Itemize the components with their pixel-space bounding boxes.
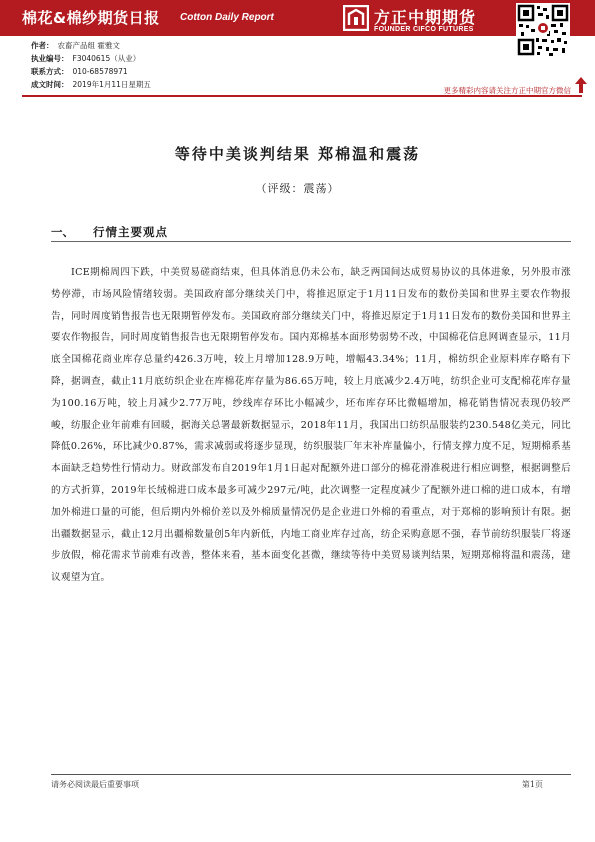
footer-disclaimer: 请务必阅读最后重要事项 bbox=[51, 780, 139, 789]
meta-date-key: 成文时间： bbox=[31, 80, 69, 89]
follow-wechat-note: 更多精彩内容请关注方正中期官方微信 bbox=[443, 86, 571, 95]
report-subtitle: Cotton Daily Report bbox=[180, 12, 274, 23]
company-name-en: FOUNDER CIFCO FUTURES bbox=[374, 26, 474, 33]
meta-contact-value: 010-68578971 bbox=[72, 67, 128, 76]
meta-license-value: F3040615（从业） bbox=[72, 54, 141, 63]
company-logo bbox=[343, 5, 509, 35]
header-rule bbox=[22, 95, 582, 97]
meta-license-key: 执业编号： bbox=[31, 54, 69, 63]
wechat-badge bbox=[537, 22, 549, 34]
founder-cifco-logo-icon bbox=[343, 5, 369, 31]
meta-contact bbox=[31, 66, 128, 77]
report-title: 棉花&棉纱期货日报 bbox=[22, 9, 160, 27]
meta-author bbox=[31, 40, 120, 51]
meta-license bbox=[31, 53, 140, 64]
meta-date bbox=[31, 79, 151, 90]
meta-date-value: 2019年1月11日星期五 bbox=[72, 80, 151, 89]
section-title: 行情主要观点 bbox=[93, 225, 168, 239]
meta-author-value: 农畜产品组 霍雅文 bbox=[57, 41, 120, 50]
body-paragraph: ICE期棉周四下跌，中美贸易磋商结束，但具体消息仍未公布，缺乏两国间达成贸易协议的具体进象，另外股市涨势停滞，市场风险情绪较弱。美国政府部分继续关门中，将推迟原定于1月11日发布的数份美国和世界主要农作物报告，同时周度销售报告也无限期暂停发布。美国政府部分继续关门中，将推迟原定于1月11日发布的数份美国和世界主要农作物报告，同时周度销售报告也无限期暂停发布。国内郑棉基本面形势弱势不改，中国棉花信息网调查显示，11月底全国棉花商业库存总量约426.3万吨，较上月增加128.9万吨，增幅43.34%；11月，棉纺织企业原料库存略有下降，据调查，截止11月底纺织企业在库棉花库存量为86.65万吨，较上月底减少2.4万吨，纺织企业可支配棉花库存量为100.16万吨，较上月减少2.77万吨，纱线库存环比小幅减少，坯布库存环比微幅增加，棉花销售情况表现仍较严峻，纺服企业年前难有回暖，据海关总署最新数据显示，2018年11月，我国出口纺织品服装约230.548亿美元，同比降低0.26%，环比减少0.87%，需求减弱或将逐步显现，纺织服装厂年末补库量偏小，行情支撑力度不足，短期棉系基本面缺乏趋势性行情动力。财政部发布自2019年1月1日起对配额外进口部分的棉花滑准税进行相应调整，根据调整后的方式折算，2019年长绒棉进口成本最多可减少297元/吨，此次调整一定程度减少了配额外进口棉的进口成本，有增加外棉进口量的可能，但后期内外棉价差以及外棉质量情况仍是企业进口外棉的看重点，对于郑棉的影响预计有限。据出疆数据显示，截止12月出疆棉数量创5年内新低，内地工商业库存过高，纺企采购意愿不强，春节前纺织服装厂将逐步放假，棉花需求节前难有改善，整体来看，基本面变化甚微，继续等待中美贸易谈判结果，短期郑棉将温和震荡，建议观望为宜。 bbox=[51, 267, 571, 584]
rating-label: （评级：震荡） bbox=[255, 182, 340, 195]
company-name-cn: 方正中期期货 bbox=[374, 8, 477, 27]
page-title: 等待中美谈判结果 郑棉温和震荡 bbox=[174, 145, 421, 163]
page-number: 第1页 bbox=[521, 780, 543, 789]
footer-rule bbox=[51, 774, 571, 775]
meta-contact-key: 联系方式： bbox=[31, 67, 69, 76]
meta-author-key: 作者： bbox=[31, 41, 54, 50]
qr-code-icon bbox=[516, 3, 570, 75]
up-arrow-icon bbox=[574, 76, 588, 94]
section-rule bbox=[51, 241, 571, 242]
section-number: 一、 bbox=[51, 225, 74, 239]
